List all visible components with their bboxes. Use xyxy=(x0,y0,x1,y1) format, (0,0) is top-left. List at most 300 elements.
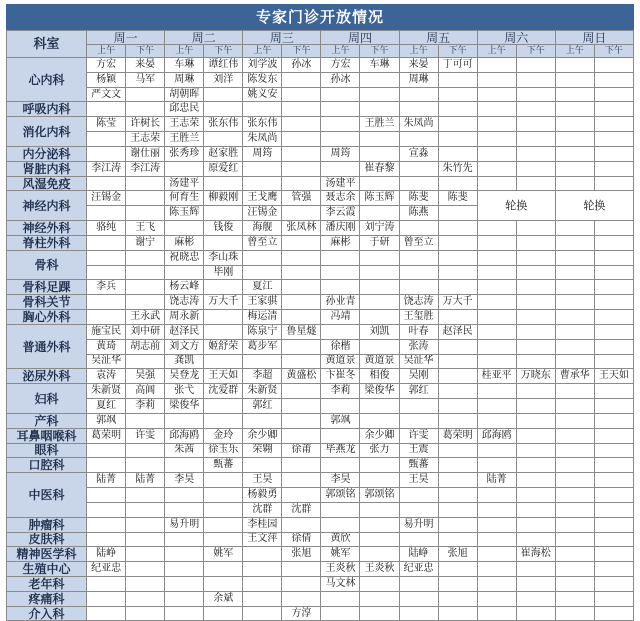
doctor-cell xyxy=(555,428,594,443)
doctor-cell xyxy=(321,265,360,280)
doctor-cell xyxy=(477,72,516,87)
doctor-cell xyxy=(321,132,360,147)
doctor-cell: 王昊 xyxy=(399,473,438,488)
doctor-cell xyxy=(516,399,555,414)
doctor-cell xyxy=(594,310,633,325)
doctor-cell xyxy=(594,265,633,280)
doctor-cell xyxy=(360,576,399,591)
doctor-cell xyxy=(243,265,282,280)
doctor-cell xyxy=(555,532,594,547)
doctor-cell xyxy=(321,517,360,532)
doctor-cell xyxy=(204,606,243,621)
doctor-cell xyxy=(555,517,594,532)
dept-row xyxy=(7,265,634,280)
dept-name: 心内科 xyxy=(7,58,87,102)
dept-row xyxy=(7,413,634,428)
doctor-cell: 崔海松 xyxy=(516,547,555,562)
dept-row xyxy=(7,102,634,117)
dept-name: 普通外科 xyxy=(7,324,87,368)
doctor-cell xyxy=(282,117,321,132)
doctor-cell: 张凤林 xyxy=(282,221,321,236)
doctor-cell xyxy=(165,591,204,606)
dept-row xyxy=(7,517,634,532)
doctor-cell: 陈燕 xyxy=(399,206,438,221)
doctor-cell: 张旭 xyxy=(438,547,477,562)
doctor-cell: 刘凯 xyxy=(360,324,399,339)
doctor-cell xyxy=(360,87,399,102)
doctor-cell: 崔春黎 xyxy=(360,161,399,176)
dept-row xyxy=(7,235,634,250)
doctor-cell xyxy=(438,591,477,606)
doctor-cell xyxy=(282,280,321,295)
doctor-cell xyxy=(594,473,633,488)
dept-name: 老年科 xyxy=(7,576,87,591)
doctor-cell xyxy=(204,206,243,221)
doctor-cell: 相俊 xyxy=(360,369,399,384)
doctor-cell: 张旭 xyxy=(282,547,321,562)
doctor-cell: 王炎秋 xyxy=(360,562,399,577)
doctor-cell xyxy=(360,399,399,414)
doctor-cell xyxy=(438,488,477,503)
doctor-cell: 徐楷 xyxy=(321,339,360,354)
doctor-cell: 梁俊华 xyxy=(165,399,204,414)
doctor-cell xyxy=(360,606,399,621)
doctor-cell xyxy=(438,443,477,458)
doctor-cell xyxy=(438,132,477,147)
doctor-cell xyxy=(360,413,399,428)
doctor-cell xyxy=(516,428,555,443)
dept-row xyxy=(7,250,634,265)
doctor-cell: 桂亚平 xyxy=(477,369,516,384)
doctor-cell xyxy=(126,443,165,458)
dept-row xyxy=(7,354,634,369)
doctor-cell: 朱新贤 xyxy=(87,384,126,399)
pm-header: 下午 xyxy=(438,45,477,58)
doctor-cell xyxy=(438,206,477,221)
doctor-cell: 沈群 xyxy=(282,502,321,517)
doctor-cell: 杨毅勇 xyxy=(243,488,282,503)
dept-row xyxy=(7,547,634,562)
doctor-cell: 易升明 xyxy=(399,517,438,532)
doctor-cell xyxy=(555,339,594,354)
doctor-cell xyxy=(516,591,555,606)
doctor-cell xyxy=(594,428,633,443)
doctor-cell xyxy=(282,102,321,117)
doctor-cell xyxy=(477,354,516,369)
doctor-cell xyxy=(204,280,243,295)
doctor-cell: 王天如 xyxy=(594,369,633,384)
doctor-cell: 饶志涛 xyxy=(399,295,438,310)
doctor-cell: 姚义安 xyxy=(243,87,282,102)
day-header-row xyxy=(7,31,634,45)
doctor-cell: 许雯 xyxy=(399,428,438,443)
doctor-cell xyxy=(243,458,282,473)
doctor-cell xyxy=(399,399,438,414)
doctor-cell xyxy=(594,221,633,236)
doctor-cell: 陈玉辉 xyxy=(165,206,204,221)
schedule-document xyxy=(6,4,634,621)
doctor-cell xyxy=(516,295,555,310)
doctor-cell xyxy=(516,532,555,547)
doctor-cell: 刘宁涛 xyxy=(360,221,399,236)
doctor-cell: 赵泽民 xyxy=(438,324,477,339)
doctor-cell: 郭飒 xyxy=(321,413,360,428)
doctor-cell xyxy=(243,576,282,591)
doctor-cell xyxy=(438,354,477,369)
doctor-cell xyxy=(282,488,321,503)
doctor-cell: 高阊 xyxy=(126,384,165,399)
doctor-cell xyxy=(87,517,126,532)
doctor-cell: 汤建平 xyxy=(321,176,360,191)
doctor-cell xyxy=(243,161,282,176)
doctor-cell xyxy=(555,176,594,191)
doctor-cell xyxy=(282,250,321,265)
doctor-cell xyxy=(555,146,594,161)
doctor-cell: 张力 xyxy=(360,443,399,458)
doctor-cell xyxy=(126,354,165,369)
doctor-cell xyxy=(399,102,438,117)
doctor-cell xyxy=(477,310,516,325)
doctor-cell xyxy=(87,206,126,221)
doctor-cell: 周筠 xyxy=(321,146,360,161)
page-title: 专家门诊开放情况 xyxy=(6,4,634,30)
doctor-cell xyxy=(555,458,594,473)
doctor-cell: 李兵 xyxy=(87,280,126,295)
doctor-cell xyxy=(204,473,243,488)
doctor-cell: 谢宁 xyxy=(126,235,165,250)
doctor-cell: 来晏 xyxy=(126,58,165,73)
doctor-cell: 葛荣明 xyxy=(438,428,477,443)
doctor-cell: 徐倩 xyxy=(282,532,321,547)
doctor-cell xyxy=(165,488,204,503)
doctor-cell xyxy=(594,72,633,87)
doctor-cell xyxy=(399,532,438,547)
doctor-cell xyxy=(477,591,516,606)
doctor-cell xyxy=(243,562,282,577)
doctor-cell: 鲁星燧 xyxy=(282,324,321,339)
am-header: 上午 xyxy=(477,45,516,58)
doctor-cell: 宣淼 xyxy=(399,146,438,161)
doctor-cell xyxy=(360,132,399,147)
doctor-cell: 来晏 xyxy=(399,58,438,73)
doctor-cell xyxy=(126,250,165,265)
doctor-cell xyxy=(555,502,594,517)
doctor-cell: 毕燕龙 xyxy=(321,443,360,458)
dept-name: 神经外科 xyxy=(7,221,87,236)
doctor-cell xyxy=(360,502,399,517)
doctor-cell xyxy=(87,532,126,547)
doctor-cell xyxy=(87,488,126,503)
doctor-cell xyxy=(204,324,243,339)
dept-name: 眼科 xyxy=(7,443,87,458)
doctor-cell xyxy=(516,102,555,117)
doctor-cell: 陈斐 xyxy=(399,191,438,206)
dept-name: 内分泌科 xyxy=(7,146,87,161)
doctor-cell: 于研 xyxy=(360,235,399,250)
doctor-cell: 王胜兰 xyxy=(165,132,204,147)
doctor-cell xyxy=(438,310,477,325)
doctor-cell xyxy=(399,87,438,102)
doctor-cell xyxy=(516,280,555,295)
doctor-cell: 孙冰 xyxy=(321,72,360,87)
am-header: 上午 xyxy=(165,45,204,58)
dept-row xyxy=(7,221,634,236)
doctor-cell: 纪亚忠 xyxy=(87,562,126,577)
doctor-cell: 李山珠 xyxy=(204,250,243,265)
doctor-cell: 葛荣明 xyxy=(87,428,126,443)
doctor-cell: 龚凯 xyxy=(165,354,204,369)
doctor-cell xyxy=(243,250,282,265)
doctor-cell xyxy=(87,146,126,161)
doctor-cell xyxy=(477,517,516,532)
doctor-cell: 汪锡金 xyxy=(243,206,282,221)
doctor-cell xyxy=(360,517,399,532)
doctor-cell xyxy=(555,117,594,132)
doctor-cell xyxy=(204,562,243,577)
doctor-cell xyxy=(594,443,633,458)
doctor-cell: 王文萍 xyxy=(243,532,282,547)
dept-row xyxy=(7,280,634,295)
doctor-cell xyxy=(594,176,633,191)
doctor-cell: 易升明 xyxy=(165,517,204,532)
doctor-cell xyxy=(516,235,555,250)
doctor-cell xyxy=(87,443,126,458)
doctor-cell: 甄蕃 xyxy=(399,458,438,473)
doctor-cell: 李昊 xyxy=(321,473,360,488)
doctor-cell: 谢仕丽 xyxy=(126,146,165,161)
doctor-cell: 郭红 xyxy=(243,399,282,414)
dept-name: 肾脏内科 xyxy=(7,161,87,176)
dept-row xyxy=(7,576,634,591)
dept-row xyxy=(7,87,634,102)
doctor-cell xyxy=(477,265,516,280)
doctor-cell xyxy=(87,576,126,591)
doctor-cell xyxy=(165,265,204,280)
doctor-cell xyxy=(438,250,477,265)
doctor-cell xyxy=(243,591,282,606)
doctor-cell: 陈玉辉 xyxy=(360,191,399,206)
doctor-cell xyxy=(516,132,555,147)
dept-row xyxy=(7,488,634,503)
doctor-cell: 聂志余 xyxy=(321,191,360,206)
doctor-cell xyxy=(438,458,477,473)
doctor-cell xyxy=(165,458,204,473)
doctor-cell xyxy=(204,413,243,428)
doctor-cell xyxy=(87,591,126,606)
doctor-cell xyxy=(594,413,633,428)
dept-row xyxy=(7,384,634,399)
doctor-cell: 吴登龙 xyxy=(165,369,204,384)
doctor-cell xyxy=(282,87,321,102)
doctor-cell xyxy=(204,354,243,369)
doctor-cell xyxy=(555,576,594,591)
doctor-cell xyxy=(399,606,438,621)
doctor-cell: 万大千 xyxy=(438,295,477,310)
doctor-cell xyxy=(516,310,555,325)
doctor-cell xyxy=(126,102,165,117)
doctor-cell: 李云霞 xyxy=(321,206,360,221)
dept-row xyxy=(7,591,634,606)
doctor-cell xyxy=(594,547,633,562)
ampm-header-row xyxy=(7,45,634,58)
doctor-cell: 王永武 xyxy=(126,310,165,325)
doctor-cell xyxy=(438,146,477,161)
doctor-cell xyxy=(399,221,438,236)
doctor-cell xyxy=(555,473,594,488)
doctor-cell xyxy=(594,562,633,577)
dept-name: 生殖中心 xyxy=(7,562,87,577)
doctor-cell xyxy=(477,295,516,310)
doctor-cell xyxy=(360,265,399,280)
doctor-cell: 荣翱 xyxy=(243,443,282,458)
doctor-cell xyxy=(126,176,165,191)
doctor-cell xyxy=(594,354,633,369)
doctor-cell xyxy=(360,339,399,354)
doctor-cell xyxy=(282,413,321,428)
doctor-cell xyxy=(594,235,633,250)
doctor-cell xyxy=(87,265,126,280)
dept-name: 肿瘤科 xyxy=(7,517,87,532)
doctor-cell xyxy=(282,576,321,591)
doctor-cell xyxy=(477,235,516,250)
doctor-cell: 曾至立 xyxy=(243,235,282,250)
dept-row xyxy=(7,191,634,206)
doctor-cell xyxy=(438,117,477,132)
doctor-cell xyxy=(438,265,477,280)
doctor-cell xyxy=(516,117,555,132)
doctor-cell xyxy=(321,502,360,517)
doctor-cell xyxy=(477,502,516,517)
doctor-cell: 夏江 xyxy=(243,280,282,295)
doctor-cell xyxy=(399,488,438,503)
doctor-cell xyxy=(165,562,204,577)
doctor-cell xyxy=(594,517,633,532)
doctor-cell: 饶志涛 xyxy=(165,295,204,310)
dept-row xyxy=(7,58,634,73)
doctor-cell xyxy=(87,295,126,310)
doctor-cell xyxy=(282,72,321,87)
doctor-cell: 陆峥 xyxy=(87,547,126,562)
rotation-cell: 轮换 xyxy=(555,191,633,221)
doctor-cell xyxy=(555,413,594,428)
doctor-cell xyxy=(282,428,321,443)
doctor-cell xyxy=(399,250,438,265)
doctor-cell xyxy=(321,117,360,132)
doctor-cell: 朱竹先 xyxy=(438,161,477,176)
dept-name: 神经内科 xyxy=(7,191,87,221)
doctor-cell xyxy=(87,502,126,517)
doctor-cell xyxy=(516,458,555,473)
doctor-cell xyxy=(594,532,633,547)
doctor-cell: 方宏 xyxy=(87,58,126,73)
doctor-cell: 王胜兰 xyxy=(360,117,399,132)
am-header: 上午 xyxy=(321,45,360,58)
dept-row xyxy=(7,473,634,488)
doctor-cell: 吴沚华 xyxy=(87,354,126,369)
doctor-cell: 曹承华 xyxy=(555,369,594,384)
doctor-cell xyxy=(282,146,321,161)
doctor-cell: 王炎秋 xyxy=(321,562,360,577)
doctor-cell xyxy=(555,547,594,562)
doctor-cell: 王玺胜 xyxy=(399,310,438,325)
doctor-cell xyxy=(126,206,165,221)
doctor-cell xyxy=(477,606,516,621)
doctor-cell: 祝晓忠 xyxy=(165,250,204,265)
doctor-cell: 夏红 xyxy=(87,399,126,414)
doctor-cell: 郭颂铭 xyxy=(321,488,360,503)
doctor-cell: 陆峥 xyxy=(399,547,438,562)
doctor-cell: 郭颂铭 xyxy=(360,488,399,503)
doctor-cell: 梅运清 xyxy=(243,310,282,325)
doctor-cell: 陈斐 xyxy=(438,191,477,206)
doctor-cell: 钱俊 xyxy=(204,221,243,236)
schedule-table xyxy=(6,30,634,621)
doctor-cell: 张东伟 xyxy=(243,117,282,132)
doctor-cell xyxy=(243,176,282,191)
rotation-cell: 轮换 xyxy=(477,191,555,221)
doctor-cell: 黄道景 xyxy=(360,354,399,369)
doctor-cell xyxy=(204,310,243,325)
doctor-cell xyxy=(321,606,360,621)
doctor-cell xyxy=(87,606,126,621)
doctor-cell xyxy=(282,161,321,176)
pm-header: 下午 xyxy=(126,45,165,58)
doctor-cell xyxy=(399,161,438,176)
doctor-cell: 骆纯 xyxy=(87,221,126,236)
doctor-cell xyxy=(321,591,360,606)
doctor-cell: 梁俊华 xyxy=(360,384,399,399)
doctor-cell: 孙业青 xyxy=(321,295,360,310)
doctor-cell xyxy=(282,206,321,221)
doctor-cell xyxy=(594,576,633,591)
doctor-cell: 马文林 xyxy=(321,576,360,591)
doctor-cell: 黄欣 xyxy=(321,532,360,547)
doctor-cell xyxy=(477,443,516,458)
doctor-cell xyxy=(516,265,555,280)
doctor-cell xyxy=(282,339,321,354)
doctor-cell xyxy=(516,250,555,265)
doctor-cell xyxy=(594,295,633,310)
doctor-cell xyxy=(360,310,399,325)
dept-name: 中医科 xyxy=(7,473,87,517)
doctor-cell xyxy=(555,72,594,87)
doctor-cell: 陈莹 xyxy=(87,117,126,132)
am-header: 上午 xyxy=(243,45,282,58)
pm-header: 下午 xyxy=(516,45,555,58)
doctor-cell xyxy=(282,176,321,191)
doctor-cell xyxy=(204,132,243,147)
doctor-cell: 李莉 xyxy=(321,384,360,399)
doctor-cell xyxy=(477,532,516,547)
doctor-cell xyxy=(438,102,477,117)
doctor-cell xyxy=(516,473,555,488)
doctor-cell xyxy=(555,265,594,280)
doctor-cell xyxy=(321,428,360,443)
doctor-cell xyxy=(555,384,594,399)
doctor-cell xyxy=(165,221,204,236)
doctor-cell: 胡朝晖 xyxy=(165,87,204,102)
doctor-cell xyxy=(516,413,555,428)
doctor-cell: 姚军 xyxy=(321,547,360,562)
doctor-cell xyxy=(477,384,516,399)
doctor-cell: 李莉 xyxy=(126,399,165,414)
doctor-cell xyxy=(360,473,399,488)
dept-name: 消化内科 xyxy=(7,117,87,147)
dept-row xyxy=(7,369,634,384)
doctor-cell xyxy=(282,473,321,488)
doctor-cell xyxy=(594,87,633,102)
doctor-cell xyxy=(555,250,594,265)
